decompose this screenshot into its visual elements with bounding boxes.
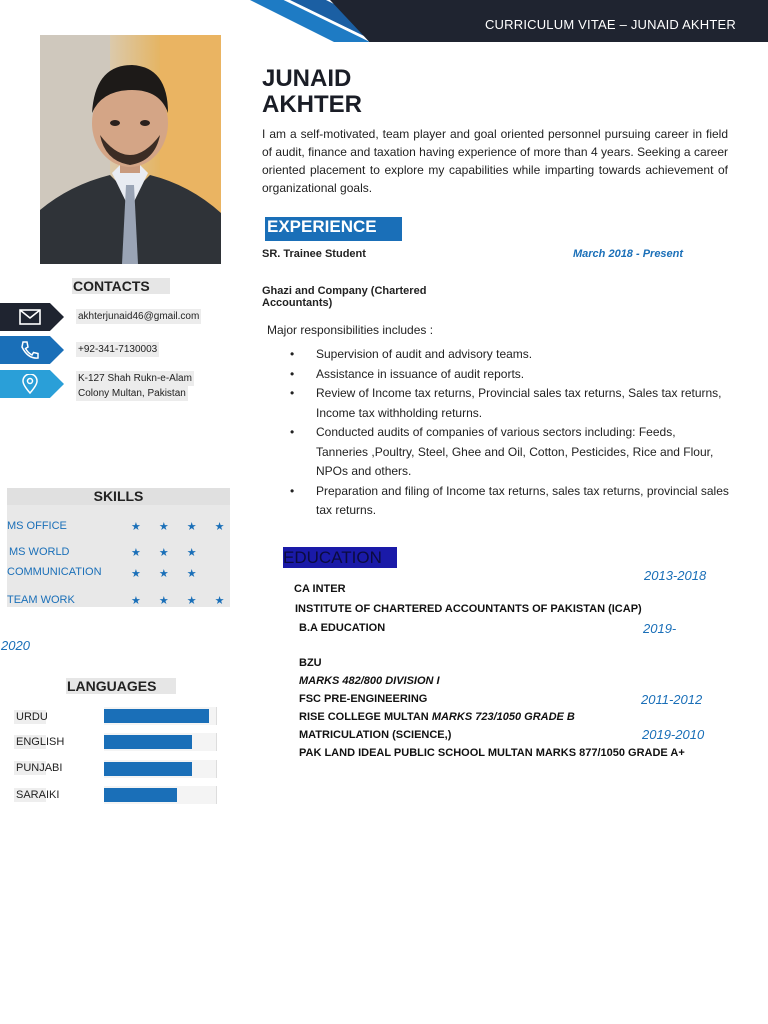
language-bar-fill (104, 709, 209, 723)
education-institute: PAK LAND IDEAL PUBLIC SCHOOL MULTAN MARKS 877/1050 GRADE A+ (299, 747, 685, 759)
language-name: URDU (16, 711, 48, 723)
first-name: JUNAID (262, 65, 352, 92)
education-heading: EDUCATION (283, 547, 397, 568)
header-banner (250, 0, 768, 42)
education-title: FSC PRE-ENGINEERING (299, 693, 428, 705)
responsibilities-list (290, 345, 730, 521)
language-bar (104, 760, 217, 778)
contact-address-line: K-127 Shah Rukn-e-Alam (78, 373, 192, 384)
language-bar (104, 707, 217, 725)
education-dates: 2011-2012 (641, 692, 703, 707)
education-title: B.A EDUCATION (299, 622, 386, 634)
education-institute: BZU (299, 657, 322, 669)
job-dates: March 2018 - Present (573, 248, 684, 260)
job-role: SR. Trainee Student (262, 248, 366, 260)
skill-name: TEAM WORK (7, 594, 75, 606)
list-item: • Review of Income tax returns, Provincial sales tax returns, Sales tax returns, Income tax withholding returns. (290, 384, 730, 423)
education-marks: MARKS 723/1050 GRADE B (431, 711, 575, 723)
phone-icon (18, 340, 42, 360)
list-item: • Conducted audits of companies of various sectors including: Feeds, Tanneries ,Poultry, Steel, Ghee and Oil, Cotton, Pesticides, Rice and Flour, NPOs and others. (290, 423, 730, 482)
skills-heading: SKILLS (7, 488, 230, 505)
skill-rating-stars: ★★★★ (131, 521, 243, 533)
person-portrait (40, 35, 221, 264)
education-institute: RISE COLLEGE MULTAN (299, 711, 429, 723)
language-name: PUNJABI (16, 762, 63, 774)
candidate-name (262, 66, 462, 118)
skills-panel (7, 488, 243, 607)
education-dates: 2019-2010 (642, 727, 705, 742)
skill-name: COMMUNICATION (7, 566, 102, 578)
skill-name: MS OFFICE (7, 520, 67, 532)
education-marks: MARKS 482/800 DIVISION I (299, 675, 440, 687)
skill-rating-stars: ★★★★ (131, 595, 243, 607)
stray-year: 2020 (1, 638, 30, 653)
skill-rating-stars: ★★★ (131, 568, 215, 580)
language-name: SARAIKI (16, 789, 60, 801)
education-title: CA INTER (294, 583, 346, 595)
contact-phone-text[interactable]: +92-341-7130003 (78, 344, 158, 355)
language-name: ENGLISH (16, 736, 65, 748)
banner-top-bar (478, 0, 768, 14)
education-institute-line (299, 711, 575, 723)
experience-heading: EXPERIENCE (265, 217, 402, 241)
responsibilities-intro: Major responsibilities includes : (267, 323, 434, 337)
skill-name: MS WORLD (9, 546, 70, 558)
education-title: MATRICULATION (SCIENCE,) (299, 729, 452, 741)
language-bar (104, 733, 217, 751)
contact-email-text[interactable]: akhterjunaid46@gmail.com (78, 311, 200, 322)
list-item: • Supervision of audit and advisory teams. (290, 345, 730, 365)
list-item: • Preparation and filing of Income tax returns, sales tax returns, provincial sales tax returns. (290, 482, 730, 521)
cv-title: CURRICULUM VITAE – JUNAID AKHTER (484, 17, 736, 32)
education-institute: INSTITUTE OF CHARTERED ACCOUNTANTS OF PAKISTAN (ICAP) (295, 603, 642, 615)
location-pin-icon (18, 374, 42, 394)
language-bar-fill (104, 762, 192, 776)
profile-photo (40, 35, 221, 264)
envelope-icon (18, 307, 42, 327)
contacts-heading: CONTACTS (72, 278, 170, 294)
last-name: AKHTER (262, 91, 362, 118)
job-company: Ghazi and Company (Chartered Accountants) (262, 285, 427, 309)
education-dates: 2013-2018 (644, 568, 707, 583)
skill-rating-stars: ★★★ (131, 547, 215, 559)
profile-summary: I am a self-motivated, team player and goal oriented personnel pursuing career in field of audit, finance and taxation having experience of more than 4 years. Seeking a career oriented placement to explore my capabilities while imparting towards achievement of organizational goals. (262, 127, 728, 195)
language-bar-fill (104, 788, 177, 802)
language-bar (104, 786, 217, 804)
list-item: • Assistance in issuance of audit reports. (290, 365, 730, 385)
contact-address-line: Colony Multan, Pakistan (78, 388, 186, 399)
languages-heading: LANGUAGES (66, 678, 176, 694)
language-bar-fill (104, 735, 192, 749)
education-dates: 2019- (643, 621, 677, 636)
